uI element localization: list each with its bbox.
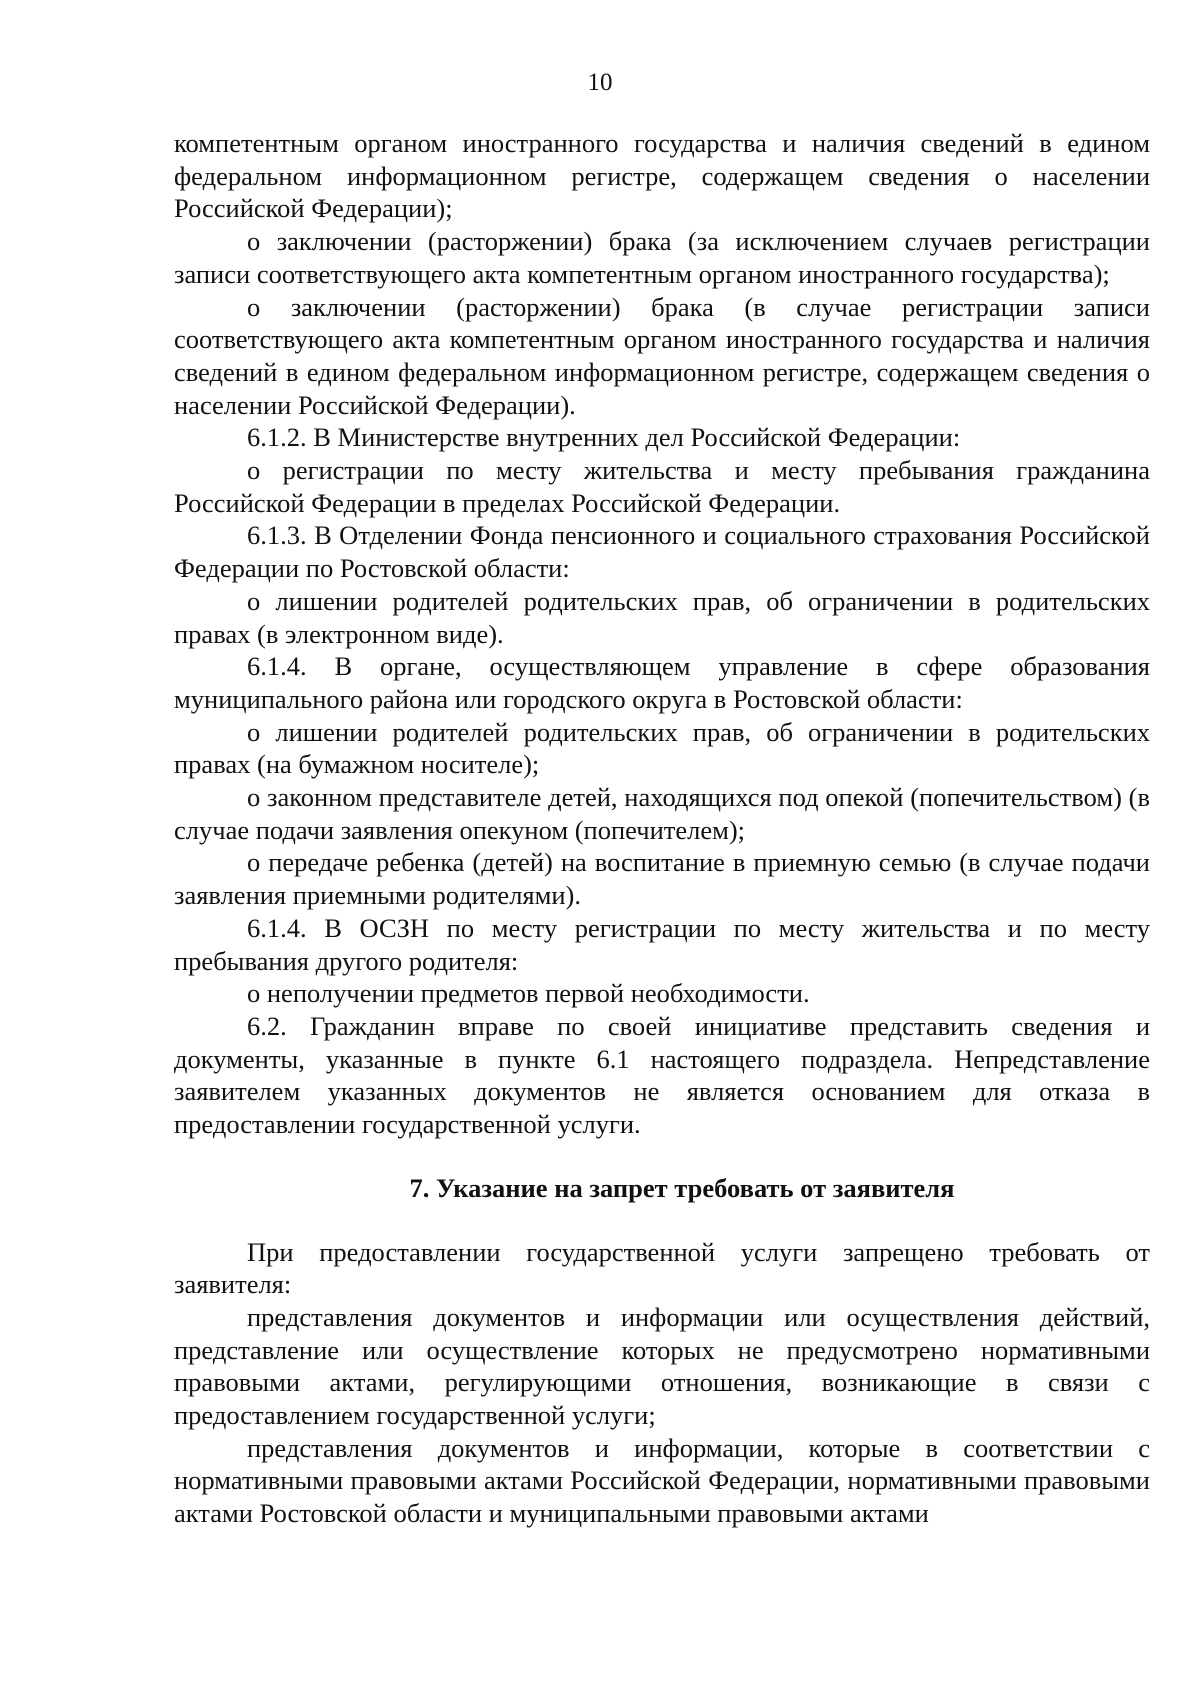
- paragraph: о передаче ребенка (детей) на воспитание в приемную семью (в случае подачи заявления приемными родителями).: [174, 847, 1150, 911]
- paragraph: о законном представителе детей, находящихся под опекой (попечительством) (в случае подачи заявления опекуном (попечителем);: [174, 782, 1150, 845]
- paragraph: представления документов и информации или осуществления действий, представление или осуществление которых не предусмотрено нормативными правовыми актами, регулирующими отношения, возникающие в связи с предоставлением государственной услуги;: [174, 1301, 1150, 1431]
- paragraph: о заключении (расторжении) брака (в случае регистрации записи соответствующего акта компетентным органом иностранного государства и наличия сведений в едином федеральном информационном регистре, содержащем сведения о населении Российской Федерации).: [174, 291, 1150, 420]
- paragraph: 6.1.4. В органе, осуществляющем управление в сфере образования муниципального района или городского округа в Ростовской области:: [174, 651, 1150, 714]
- paragraph: о лишении родителей родительских прав, об ограничении в родительских правах (в электронном виде).: [174, 585, 1150, 649]
- section-heading: 7. Указание на запрет требовать от заявителя: [409, 1172, 955, 1203]
- paragraph: о лишении родителей родительских прав, об ограничении в родительских правах (на бумажном носителе);: [174, 716, 1150, 780]
- page-number: 10: [587, 69, 613, 96]
- paragraph: о заключении (расторжении) брака (за исключением случаев регистрации записи соответствующего акта компетентным органом иностранного государства);: [174, 226, 1150, 289]
- paragraph: При предоставлении государственной услуги запрещено требовать от заявителя:: [174, 1236, 1150, 1300]
- paragraph: 6.1.3. В Отделении Фонда пенсионного и социального страхования Российской Федерации по Ростовской области:: [174, 520, 1150, 584]
- paragraph: компетентным органом иностранного государства и наличия сведений в едином федеральном информационном регистре, содержащем сведения о населении Российской Федерации);: [174, 128, 1150, 224]
- paragraph: 6.2. Гражданин вправе по своей инициативе представить сведения и документы, указанные в пункте 6.1 настоящего подраздела. Непредставление заявителем указанных документов не является основанием для отказа в предоставлении государственной услуги.: [174, 1010, 1150, 1140]
- paragraph: 6.1.4. В ОСЗН по месту регистрации по месту жительства и по месту пребывания другого родителя:: [174, 912, 1150, 976]
- paragraph: о неполучении предметов первой необходимости.: [247, 978, 810, 1009]
- paragraph: о регистрации по месту жительства и месту пребывания гражданина Российской Федерации в пределах Российской Федерации.: [174, 455, 1150, 518]
- paragraph: 6.1.2. В Министерстве внутренних дел Российской Федерации:: [247, 422, 961, 453]
- document-body: [174, 127, 1150, 1530]
- paragraph: представления документов и информации, которые в соответствии с нормативными правовыми актами Российской Федерации, нормативными правовыми актами Ростовской области и муниципальными правовыми актами: [174, 1432, 1150, 1529]
